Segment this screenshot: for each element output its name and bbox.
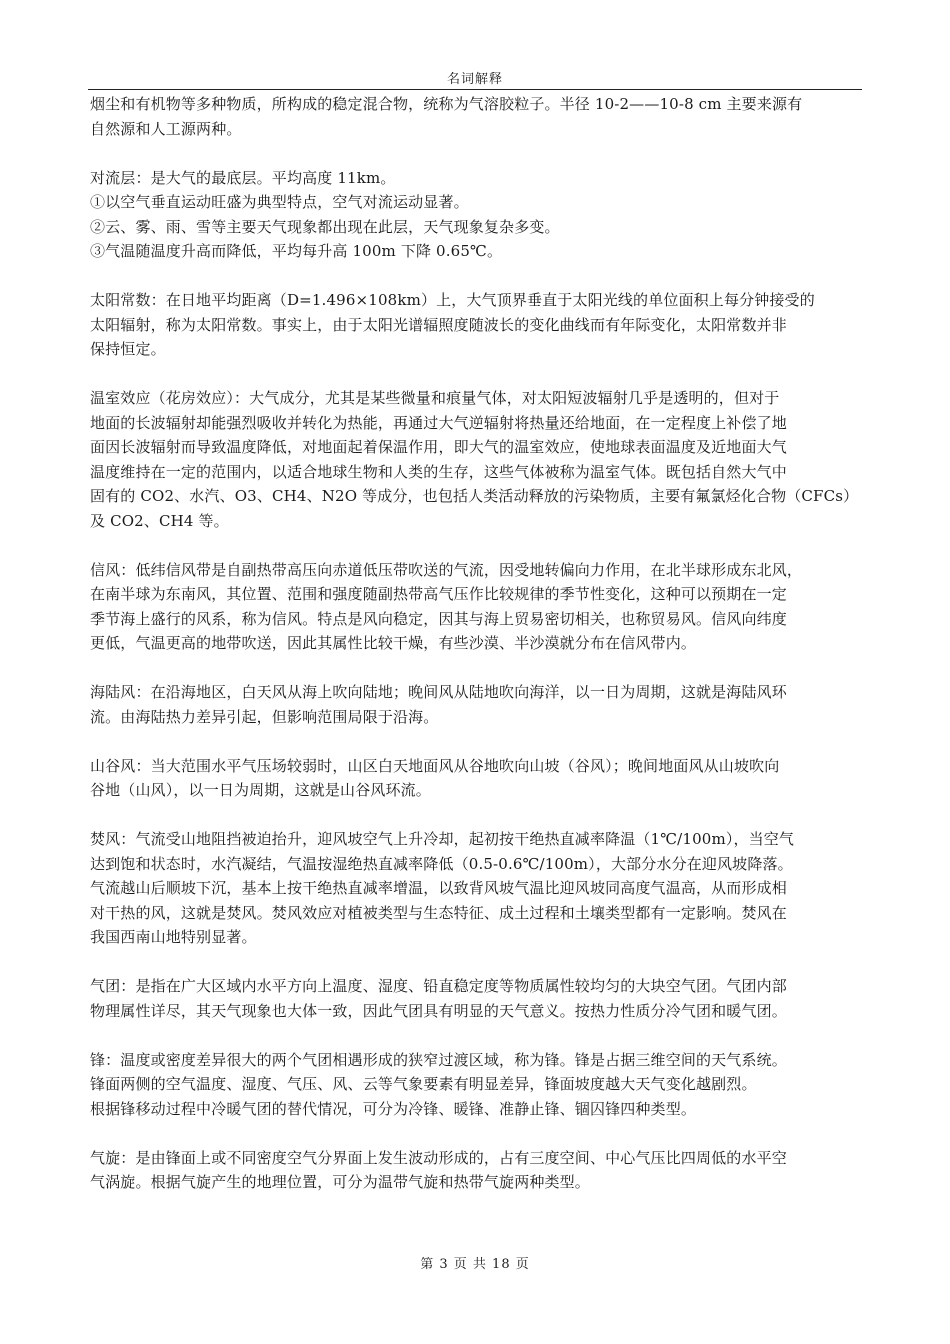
paragraph bbox=[90, 680, 865, 729]
paragraph bbox=[90, 827, 865, 950]
paragraph bbox=[90, 386, 865, 533]
text-line: 谷地（山风），以一日为周期，这就是山谷风环流。 bbox=[90, 781, 431, 799]
text-line: 物理属性详尽，其天气现象也大体一致，因此气团具有明显的天气意义。按热力性质分冷气团和暖气团。 bbox=[90, 1001, 787, 1020]
text-line: 山谷风：当大范围水平气压场较弱时，山区白天地面风从谷地吹向山坡（谷风）；晚间地面风从山坡吹向 bbox=[90, 756, 780, 775]
text-line: 太阳辐射，称为太阳常数。事实上，由于太阳光谱辐照度随波长的变化曲线而有年际变化，太阳常数并非 bbox=[90, 315, 787, 334]
text-line: 太阳常数：在日地平均距离（D=1.496×108km）上，大气顶界垂直于太阳光线的单位面积上每分钟接受的 bbox=[90, 291, 815, 309]
page-footer-number: 第 3 页 共 18 页 bbox=[420, 1257, 530, 1272]
text-line: 及 CO2、CH4 等。 bbox=[90, 511, 229, 530]
text-line: 地面的长波辐射却能强烈吸收并转化为热能，再通过大气逆辐射将热量还给地面，在一定程度上补偿了地 bbox=[90, 413, 787, 432]
text-line: 固有的 CO2、水汽、O3、CH4、N2O 等成分，也包括人类活动释放的污染物质，主要有氟氯烃化合物（CFCs） bbox=[90, 487, 859, 505]
text-line: 温度维持在一定的范围内，以适合地球生物和人类的生存，这些气体被称为温室气体。既包括自然大气中 bbox=[90, 462, 787, 481]
header-divider bbox=[88, 89, 862, 90]
document-body bbox=[90, 92, 865, 1219]
text-line: 气旋：是由锋面上或不同密度空气分界面上发生波动形成的，占有三度空间、中心气压比四周低的水平空 bbox=[90, 1148, 787, 1167]
text-line: 对干热的风，这就是焚风。焚风效应对植被类型与生态特征、成土过程和土壤类型都有一定影响。焚风在 bbox=[90, 903, 787, 922]
paragraph bbox=[90, 1048, 865, 1122]
text-line: 保持恒定。 bbox=[90, 340, 166, 358]
paragraph bbox=[90, 166, 865, 264]
paragraph bbox=[90, 288, 865, 362]
paragraph bbox=[90, 974, 865, 1023]
text-line: ①以空气垂直运动旺盛为典型特点，空气对流运动显著。 bbox=[90, 193, 469, 211]
page-header-title: 名词解释 bbox=[446, 72, 503, 87]
text-line: 在南半球为东南风，其位置、范围和强度随副热带高气压作比较规律的季节性变化，这种可以预期在一定 bbox=[90, 585, 787, 603]
text-line: 锋面两侧的空气温度、湿度、气压、风、云等气象要素有明显差异，锋面坡度越大天气变化越剧烈。 bbox=[90, 1075, 757, 1093]
text-line: 温室效应（花房效应）：大气成分，尤其是某些微量和痕量气体，对太阳短波辐射几乎是透明的，但对于 bbox=[90, 389, 780, 407]
text-line: 气流越山后顺坡下沉，基本上按干绝热直减率增温，以致背风坡气温比迎风坡同高度气温高，从而形成相 bbox=[90, 879, 787, 897]
text-line: 流。由海陆热力差异引起，但影响范围局限于沿海。 bbox=[90, 707, 439, 726]
text-line: 面因长波辐射而导致温度降低，对地面起着保温作用，即大气的温室效应，使地球表面温度及近地面大气 bbox=[90, 438, 787, 456]
text-line: 对流层：是大气的最底层。平均高度 11km。 bbox=[90, 168, 396, 187]
text-line: ②云、雾、雨、雪等主要天气现象都出现在此层，天气现象复杂多变。 bbox=[90, 217, 560, 236]
text-line: 气团：是指在广大区域内水平方向上温度、湿度、铅直稳定度等物质属性较均匀的大块空气团。气团内部 bbox=[90, 977, 787, 995]
paragraph bbox=[90, 1146, 865, 1195]
text-line: 信风：低纬信风带是自副热带高压向赤道低压带吹送的气流，因受地转偏向力作用，在北半球形成东北风， bbox=[90, 560, 803, 579]
text-line: 海陆风：在沿海地区，白天风从海上吹向陆地；晚间风从陆地吹向海洋，以一日为周期，这就是海陆风环 bbox=[90, 683, 787, 701]
paragraph bbox=[90, 92, 865, 141]
text-line: 根据锋移动过程中冷暖气团的替代情况，可分为冷锋、暖锋、准静止锋、锢囚锋四种类型。 bbox=[90, 1099, 697, 1118]
text-line: 焚风：气流受山地阻挡被迫抬升，迎风坡空气上升冷却，起初按干绝热直减率降温（1℃/100m），当空气 bbox=[90, 830, 795, 848]
text-line: 自然源和人工源两种。 bbox=[90, 119, 242, 138]
text-line: 烟尘和有机物等多种物质，所构成的稳定混合物，统称为气溶胶粒子。半径 10-2——10-8 cm 主要来源有 bbox=[90, 95, 803, 113]
text-line: 季节海上盛行的风系，称为信风。特点是风向稳定，因其与海上贸易密切相关，也称贸易风。信风向纬度 bbox=[90, 609, 787, 628]
text-line: ③气温随温度升高而降低，平均每升高 100m 下降 0.65℃。 bbox=[90, 242, 503, 260]
text-line: 锋：温度或密度差异很大的两个气团相遇形成的狭窄过渡区域，称为锋。锋是占据三维空间的天气系统。 bbox=[90, 1050, 787, 1069]
paragraph bbox=[90, 754, 865, 803]
text-line: 达到饱和状态时，水汽凝结，气温按湿绝热直减率降低（0.5-0.6℃/100m），大部分水分在迎风坡降落。 bbox=[90, 854, 793, 873]
text-line: 我国西南山地特别显著。 bbox=[90, 928, 257, 946]
paragraph bbox=[90, 558, 865, 656]
text-line: 气涡旋。根据气旋产生的地理位置，可分为温带气旋和热带气旋两种类型。 bbox=[90, 1173, 590, 1191]
text-line: 更低，气温更高的地带吹送，因此其属性比较干燥，有些沙漠、半沙漠就分布在信风带内。 bbox=[90, 634, 697, 652]
